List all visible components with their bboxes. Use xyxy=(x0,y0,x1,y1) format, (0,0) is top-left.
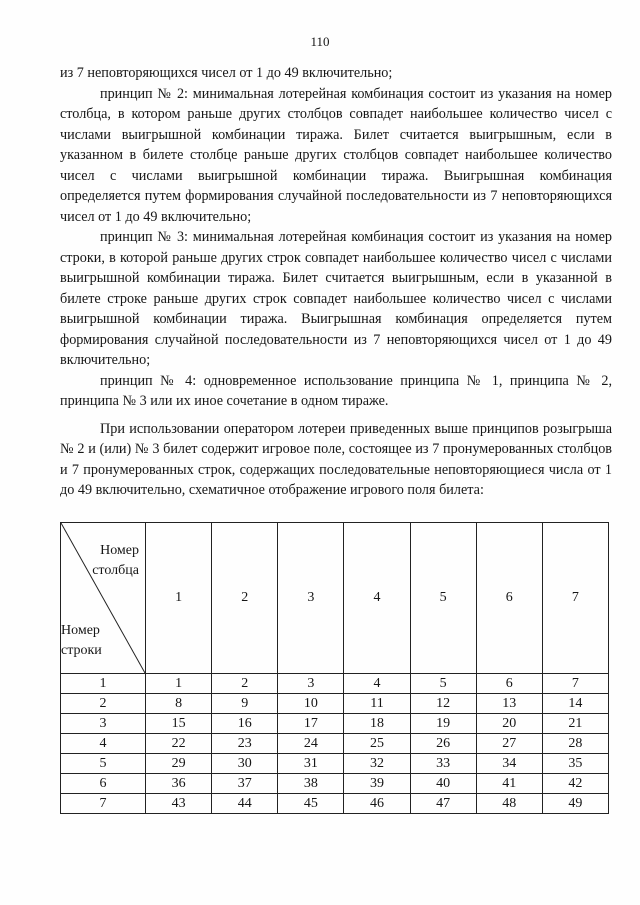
table-cell: 20 xyxy=(476,714,542,734)
table-cell: 14 xyxy=(542,694,608,714)
table-cell: 39 xyxy=(344,774,410,794)
table-cell: 40 xyxy=(410,774,476,794)
row-label: 3 xyxy=(61,714,146,734)
table-cell: 23 xyxy=(212,734,278,754)
table-cell: 33 xyxy=(410,754,476,774)
table-cell: 35 xyxy=(542,754,608,774)
table-header-row xyxy=(61,523,609,674)
corner-row-label: Номер строки xyxy=(61,623,102,658)
table-cell: 48 xyxy=(476,794,542,814)
table-row xyxy=(61,734,609,754)
table-cell: 5 xyxy=(410,674,476,694)
table-cell: 8 xyxy=(146,694,212,714)
column-header: 1 xyxy=(146,523,212,674)
row-label: 1 xyxy=(61,674,146,694)
table-cell: 16 xyxy=(212,714,278,734)
table-cell: 34 xyxy=(476,754,542,774)
table-cell: 18 xyxy=(344,714,410,734)
document-body xyxy=(60,63,612,501)
table-cell: 44 xyxy=(212,794,278,814)
table-cell: 46 xyxy=(344,794,410,814)
table-cell: 27 xyxy=(476,734,542,754)
page-number: 110 xyxy=(310,34,330,49)
column-header: 3 xyxy=(278,523,344,674)
table-cell: 28 xyxy=(542,734,608,754)
column-header: 4 xyxy=(344,523,410,674)
table-cell: 30 xyxy=(212,754,278,774)
table-cell: 1 xyxy=(146,674,212,694)
table-cell: 17 xyxy=(278,714,344,734)
corner-column-label: Номер столбца xyxy=(92,543,139,578)
table-cell: 37 xyxy=(212,774,278,794)
table-cell: 49 xyxy=(542,794,608,814)
table-cell: 19 xyxy=(410,714,476,734)
column-header: 2 xyxy=(212,523,278,674)
table-cell: 3 xyxy=(278,674,344,694)
row-label: 4 xyxy=(61,734,146,754)
row-label: 5 xyxy=(61,754,146,774)
table-row xyxy=(61,794,609,814)
table-row xyxy=(61,694,609,714)
table-cell: 9 xyxy=(212,694,278,714)
table-cell: 24 xyxy=(278,734,344,754)
table-cell: 26 xyxy=(410,734,476,754)
table-row xyxy=(61,754,609,774)
table-cell: 13 xyxy=(476,694,542,714)
table-cell: 31 xyxy=(278,754,344,774)
table-cell: 36 xyxy=(146,774,212,794)
table-row xyxy=(61,674,609,694)
table-cell: 4 xyxy=(344,674,410,694)
table-cell: 29 xyxy=(146,754,212,774)
table-cell: 32 xyxy=(344,754,410,774)
table-cell: 6 xyxy=(476,674,542,694)
paragraph-principle-2: принцип № 2: минимальная лотерейная комбинация состоит из указания на номер столбца, в котором раньше других столбцов совпадет наибольшее количество чисел с числами выигрышной комбинации тиража. Билет считается выигрышным, если в указанном в билете столбце раньше других столбцов совпадет наибольшее количество чисел с числами выигрышной комбинации тиража. Выигрышная комбинация определяется путем формирования случайной последовательности из 7 неповторяющихся чисел от 1 до 49 включительно; xyxy=(60,85,612,225)
table-cell: 41 xyxy=(476,774,542,794)
row-label: 7 xyxy=(61,794,146,814)
table-cell: 38 xyxy=(278,774,344,794)
row-label: 2 xyxy=(61,694,146,714)
table-cell: 12 xyxy=(410,694,476,714)
paragraph-principle-3: принцип № 3: минимальная лотерейная комбинация состоит из указания на номер строки, в которой раньше других строк совпадет наибольшее количество чисел с числами выигрышной комбинации тиража. Билет считается выигрышным, если в указанной в билете строке раньше других строк совпадет наибольшее количество чисел с числами выигрышной комбинации тиража. Выигрышная комбинация определяется путем формирования случайной последовательности из 7 неповторяющихся чисел от 1 до 49 включительно; xyxy=(60,229,612,368)
table-cell: 2 xyxy=(212,674,278,694)
table-cell: 21 xyxy=(542,714,608,734)
paragraph-principle-4: принцип № 4: одновременное использование принципа № 1, принципа № 2, принципа № 3 или их иное сочетание в одном тираже. xyxy=(60,372,612,409)
table-corner-cell xyxy=(61,523,146,674)
table-cell: 43 xyxy=(146,794,212,814)
column-header: 6 xyxy=(476,523,542,674)
column-header: 5 xyxy=(410,523,476,674)
row-label: 6 xyxy=(61,774,146,794)
table-row xyxy=(61,714,609,734)
table-row xyxy=(61,774,609,794)
table-cell: 25 xyxy=(344,734,410,754)
paragraph-game-field: При использовании оператором лотереи приведенных выше принципов розыгрыша № 2 и (или) № 3 билет содержит игровое поле, состоящее из 7 пронумерованных столбцов и 7 пронумерованных строк, содержащих последовательные неповторяющиеся числа от 1 до 49 включительно, схематичное отображение игрового поля билета: xyxy=(60,420,612,498)
table-cell: 7 xyxy=(542,674,608,694)
table-cell: 11 xyxy=(344,694,410,714)
table-cell: 45 xyxy=(278,794,344,814)
game-field-table xyxy=(60,522,609,814)
paragraph-continuation: из 7 неповторяющихся чисел от 1 до 49 включительно; xyxy=(60,65,393,81)
column-header: 7 xyxy=(542,523,608,674)
table-cell: 42 xyxy=(542,774,608,794)
table-cell: 10 xyxy=(278,694,344,714)
table-cell: 15 xyxy=(146,714,212,734)
table-cell: 22 xyxy=(146,734,212,754)
table-cell: 47 xyxy=(410,794,476,814)
